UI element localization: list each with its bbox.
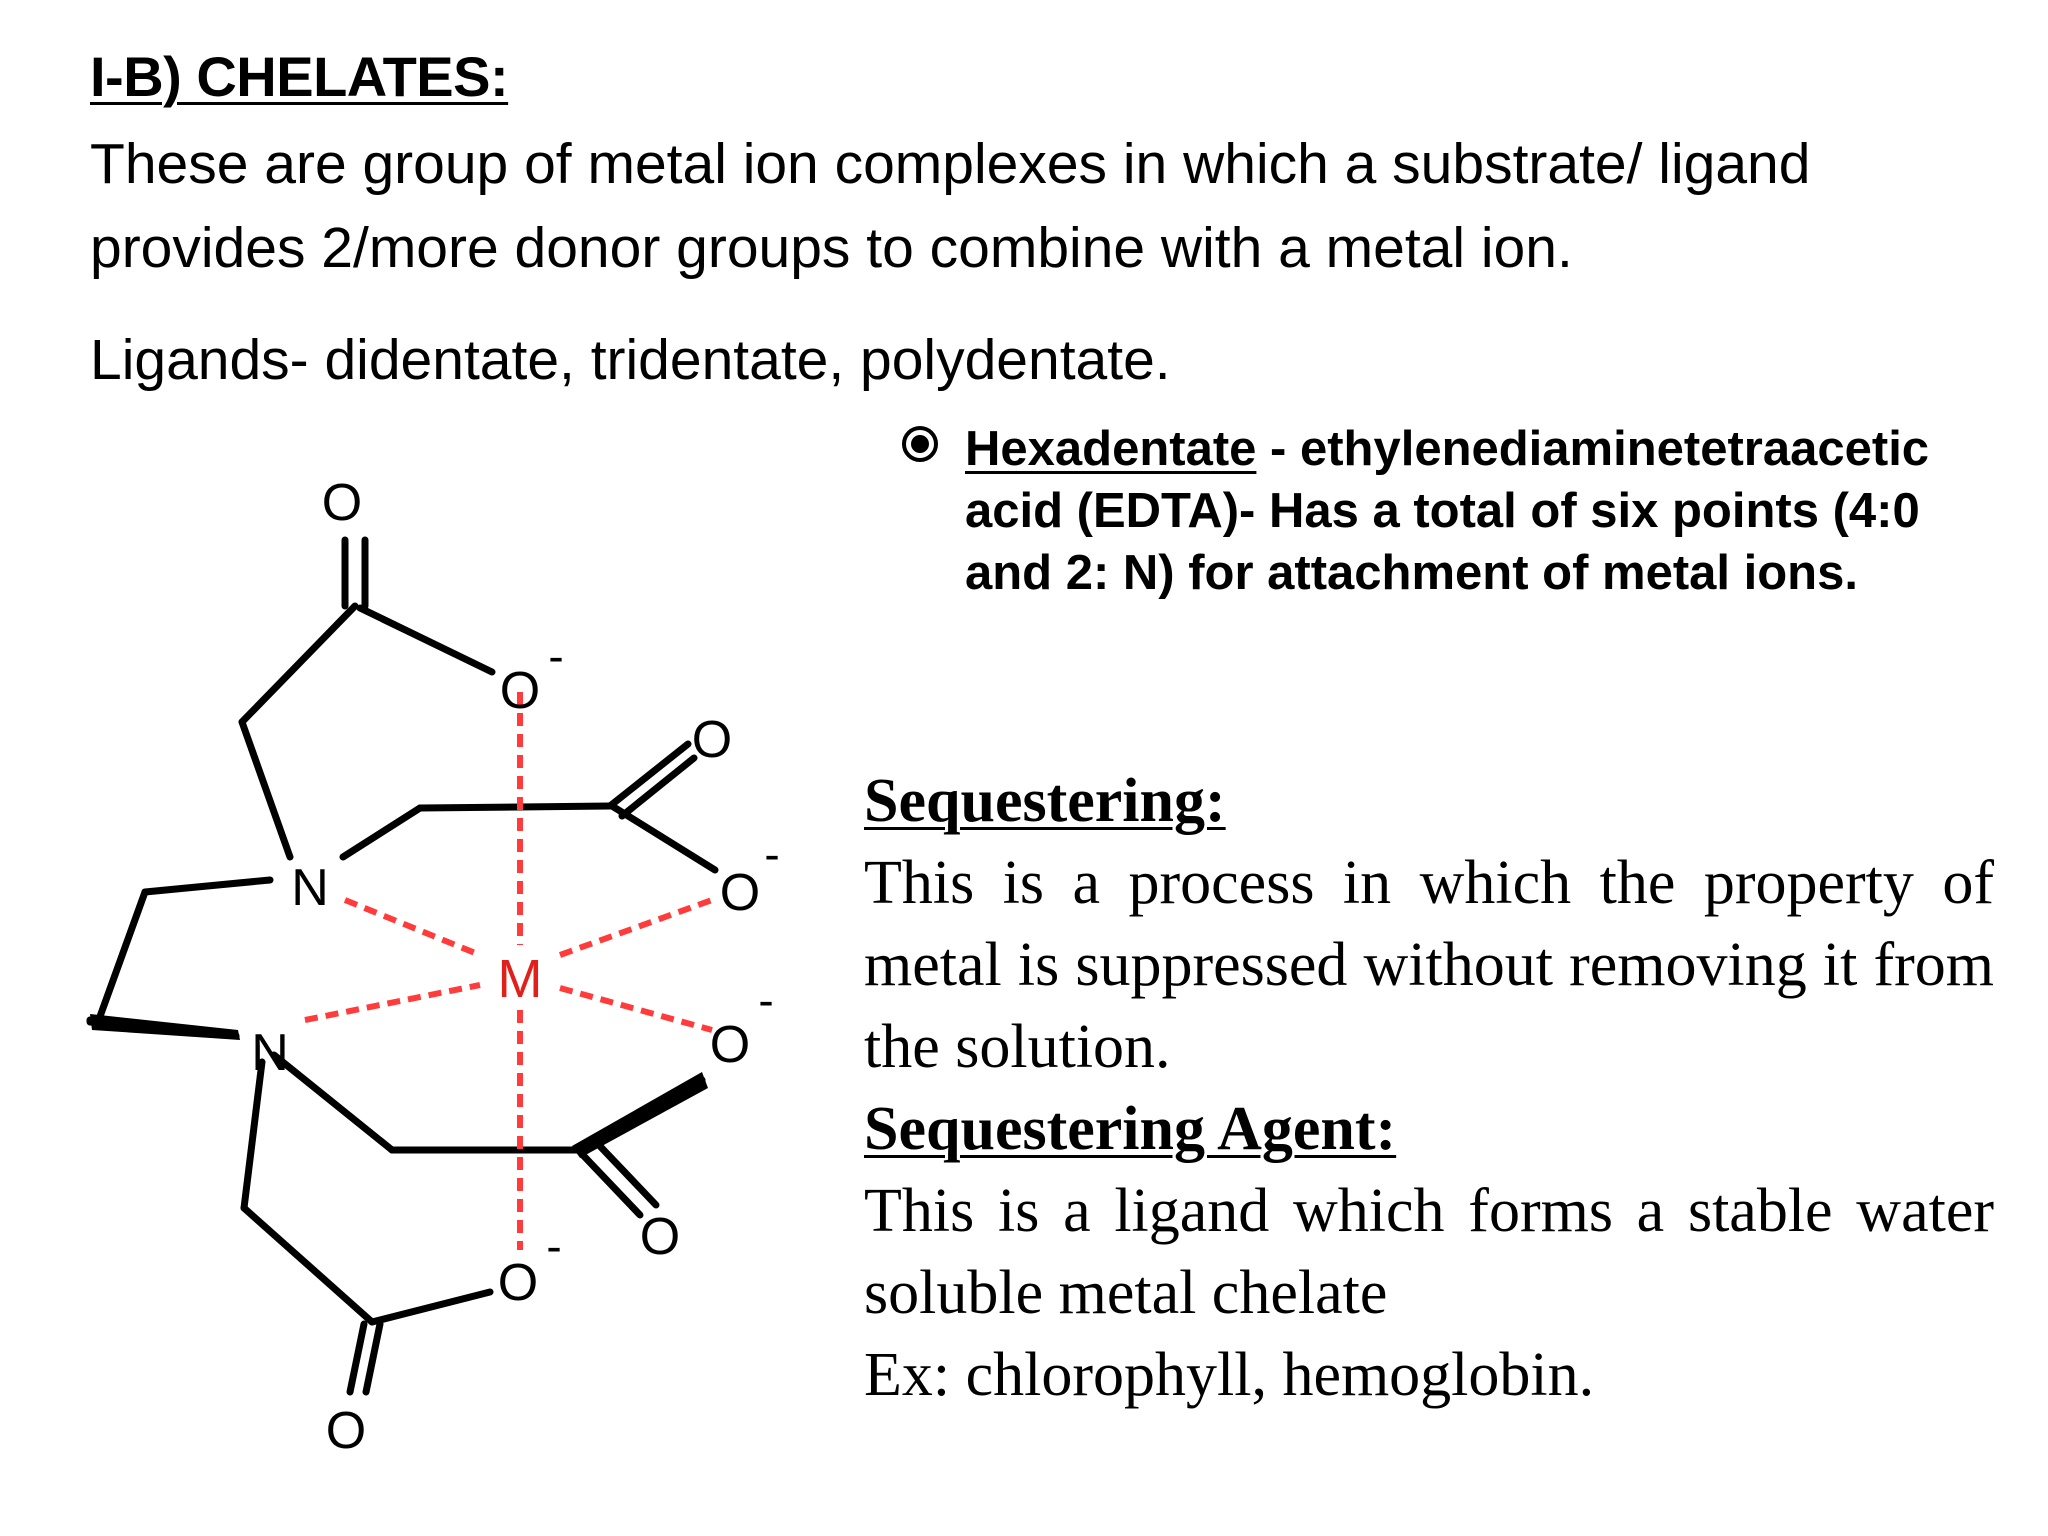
oxygen-label: O: [719, 864, 761, 922]
slide-title: I-B) CHELATES:: [90, 45, 509, 108]
bond: [98, 892, 145, 1022]
bond: [366, 1324, 380, 1392]
bond: [274, 1055, 392, 1150]
sequestering-agent-example: Ex: chlorophyll, hemoglobin.: [864, 1341, 1595, 1409]
bond: [145, 880, 270, 892]
intro-paragraph: These are group of metal ion complexes in which a substrate/ ligand provides 2/more donor groups to combine with a metal ion.: [90, 132, 1811, 280]
circle-dot-bullet-icon: [900, 424, 940, 464]
coordination-bond: [305, 985, 480, 1020]
nitrogen-label: N: [251, 1024, 289, 1082]
oxygen-label: O: [499, 662, 541, 720]
skeleton-bonds: [90, 540, 715, 1392]
sequestering-section: [864, 760, 1994, 1416]
oxygen-label: O: [325, 1402, 367, 1460]
charge-label: -: [548, 630, 564, 682]
oxygen-label: O: [691, 711, 733, 769]
coordination-bond: [560, 900, 712, 955]
nitrogen-label: N: [291, 859, 329, 917]
oxygen-label: O: [321, 474, 363, 532]
bond: [244, 1062, 262, 1208]
coordination-bond: [560, 988, 712, 1030]
bond: [372, 1292, 490, 1322]
wedge-bond: [90, 1014, 240, 1040]
oxygen-label: O: [639, 1208, 681, 1266]
oxygen-label: O: [497, 1254, 539, 1312]
charge-label: -: [764, 828, 780, 880]
oxygen-label: O: [709, 1016, 751, 1074]
metal-label: M: [497, 949, 543, 1009]
hexadentate-text: [965, 418, 1985, 604]
sequestering-definition: This is a process in which the property of metal is suppressed without removing it from the solution.: [864, 849, 1994, 1081]
hexadentate-description: - ethylenediaminetetraacetic acid (EDTA)- Has a total of six points (4:0 and 2: N) for attachment of metal ions.: [965, 422, 1930, 600]
bond: [242, 722, 290, 857]
ligands-line: Ligands- didentate, tridentate, polydentate.: [90, 328, 1171, 392]
charge-label: -: [546, 1220, 562, 1272]
bond: [343, 808, 420, 857]
bond: [612, 806, 715, 870]
sequestering-agent-heading: Sequestering Agent:: [864, 1095, 1397, 1163]
sequestering-agent-definition: This is a ligand which forms a stable water soluble metal chelate: [864, 1177, 1994, 1327]
bond: [420, 806, 610, 808]
edta-chelate-structure: [0, 0, 1000, 1536]
hexadentate-term: Hexadentate: [965, 422, 1257, 476]
charge-label: -: [758, 974, 774, 1026]
bond: [242, 606, 355, 722]
bond: [350, 1324, 364, 1392]
bond: [360, 608, 492, 672]
sequestering-heading: Sequestering:: [864, 767, 1226, 835]
wedge-bond: [572, 1072, 708, 1158]
coordination-bond: [345, 900, 480, 955]
bond: [244, 1208, 372, 1322]
